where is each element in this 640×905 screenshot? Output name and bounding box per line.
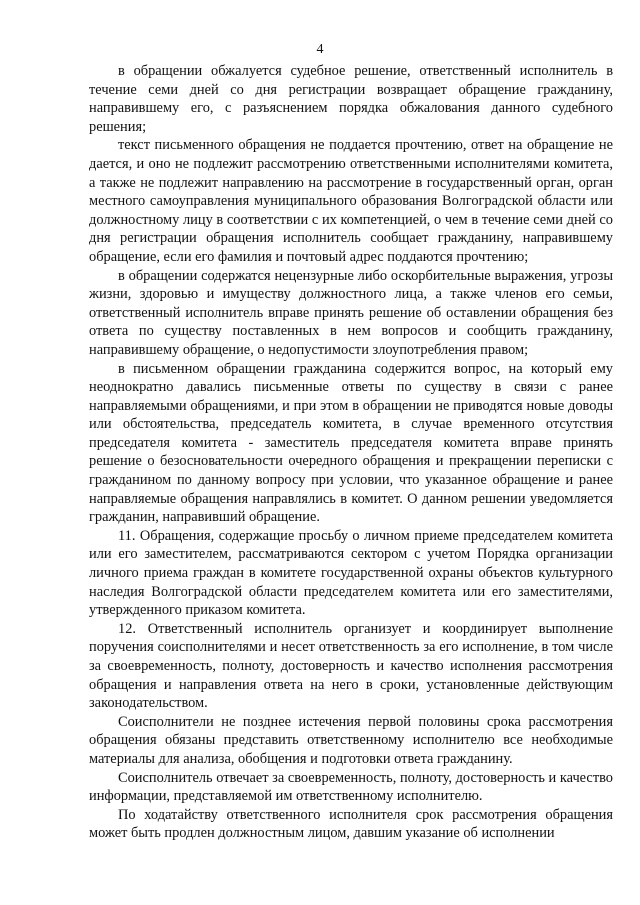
paragraph-court-decision: в обращении обжалуется судебное решение, ответственный исполнитель в течение семи дней со дня регистрации возвращает обращение гражданину, направившему его, с разъяснением порядка обжалования данного судебного решения; — [89, 63, 613, 135]
paragraph-co-executors-deadline: Соисполнители не позднее истечения первой половины срока рассмотрения обращения обязаны представить ответственному исполнителю все необходимые материалы для анализа, обобщения и подготовки ответа гражданину. — [89, 713, 613, 767]
paragraph-co-executor-responsibility: Соисполнитель отвечает за своевременность, полноту, достоверность и качество информации, представляемой им ответственному исполнителю. — [89, 769, 613, 805]
paragraph-unreadable-text: текст письменного обращения не поддается прочтению, ответ на обращение не дается, и оно не подлежит рассмотрению ответственными исполнителями комитета, а также не подлежит направлению на рассмотрение в государственный орган, орган местного самоуправления муниципального образования Волгоградской области или должностному лицу в соответствии с их компетенцией, о чем в течение семи дней со дня регистрации обращения исполнитель сообщает гражданину, направившему обращение, если его фамилия и почтовый адрес поддаются прочтению; — [89, 137, 613, 265]
document-body — [89, 62, 613, 843]
paragraph-item-11: 11. Обращения, содержащие просьбу о личном приеме председателем комитета или его заместителем, рассматриваются сектором с учетом Порядка организации личного приема граждан в комитете государственной охраны объектов культурного наследия Волгоградской области председателем комитета или его заместителями, утвержденного приказом комитета. — [89, 527, 613, 619]
paragraph-item-12: 12. Ответственный исполнитель организует и координирует выполнение поручения соисполнителями и несет ответственность за его исполнение, в том числе за своевременность, полноту, достоверность и качество исполнения рассмотрения обращения и направления ответа на него в сроки, установленные действующим законодательством. — [89, 620, 613, 712]
paragraph-term-extension: По ходатайству ответственного исполнителя срок рассмотрения обращения может быть продлен должностным лицом, давшим указание об исполнении — [89, 806, 613, 842]
paragraph-offensive-language: в обращении содержатся нецензурные либо оскорбительные выражения, угрозы жизни, здоровью и имуществу должностного лица, а также членов его семьи, ответственный исполнитель вправе принять решение об оставлении обращения без ответа по существу поставленных в нем вопросов и сообщить гражданину, направившему обращение, о недопустимости злоупотребления правом; — [89, 267, 613, 358]
page-number: 4 — [316, 42, 324, 57]
paragraph-repeated-question: в письменном обращении гражданина содержится вопрос, на который ему неоднократно давались письменные ответы по существу в связи с ранее направляемыми обращениями, и при этом в обращении не приводятся новые доводы или обстоятельства, председатель комитета, в случае временного отсутствия председателя комитета - заместитель председателя комитета вправе принять решение о безосновательности очередного обращения и прекращении переписки с гражданином по данному вопросу при условии, что указанное обращение и ранее направляемые обращения направлялись в комитет. О данном решении уведомляется гражданин, направивший обращение. — [89, 360, 613, 526]
